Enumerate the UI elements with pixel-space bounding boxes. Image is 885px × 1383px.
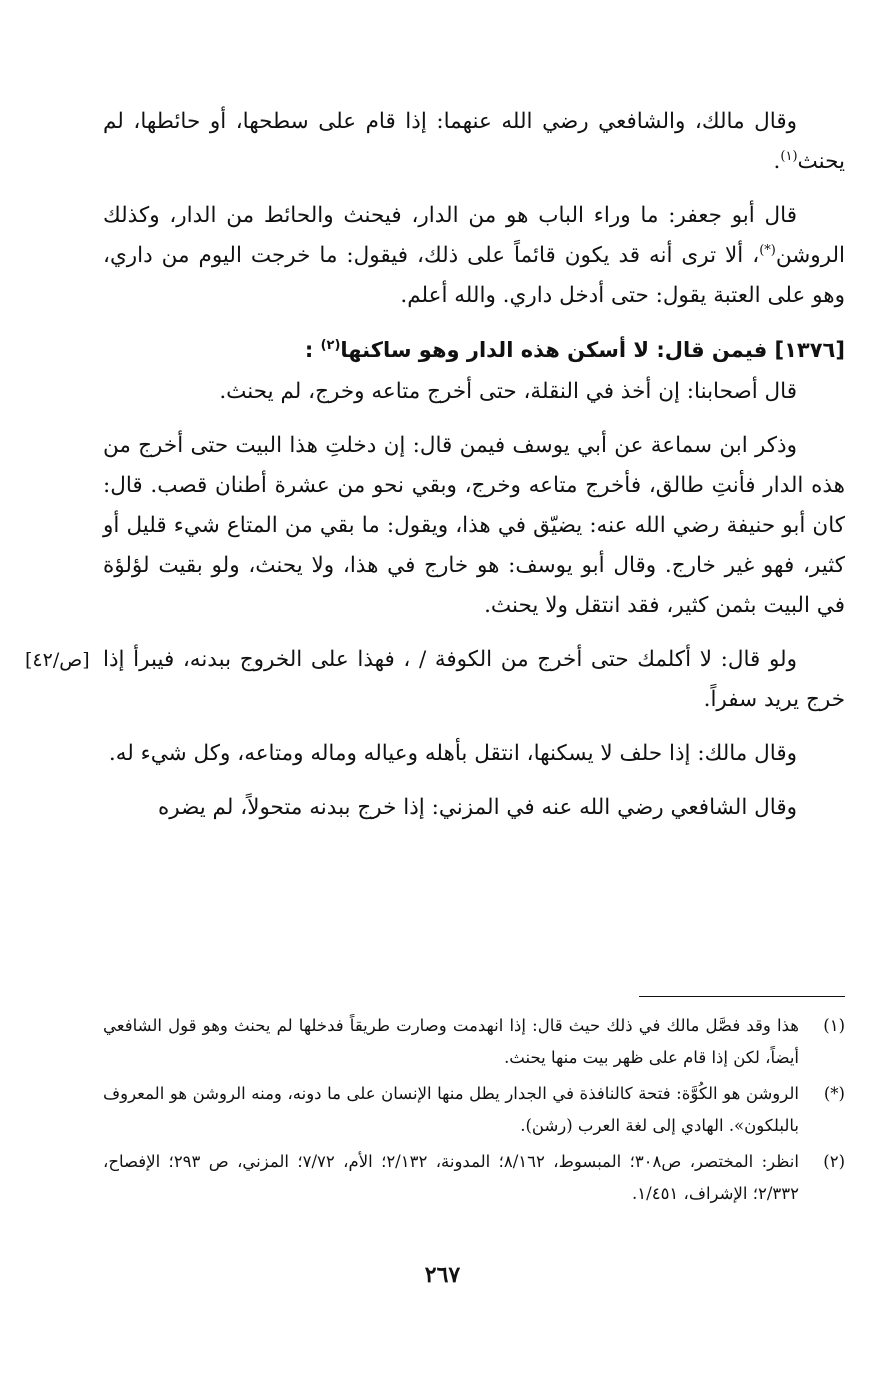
footnote-2 (103, 1146, 845, 1210)
footnote-ref-1[interactable]: (١) (780, 148, 798, 164)
paragraph-3 (103, 372, 845, 412)
footnote-separator (639, 996, 845, 997)
paragraph-3-text: قال أصحابنا: إن أخذ في النقلة، حتى أخرج متاعه وخرج، لم يحنث. (219, 379, 797, 404)
paragraph-2 (103, 196, 845, 316)
footnote-mark: (٢) (823, 1152, 845, 1171)
paragraph-6-text: وقال مالك: إذا حلف لا يسكنها، انتقل بأهله وعياله وماله ومتاعه، وكل شيء له. (108, 741, 797, 766)
footnote-ref-star[interactable]: (*) (759, 242, 776, 258)
footnote-mark: (١) (823, 1016, 845, 1035)
margin-page-reference: [ص/٤٢] (25, 649, 90, 671)
paragraph-1-text: وقال مالك، والشافعي رضي الله عنهما: إذا قام على سطحها، أو حائطها، لم يحنث (103, 109, 845, 174)
footnotes (103, 1010, 845, 1214)
main-text (25, 102, 845, 842)
paragraph-4 (103, 426, 845, 626)
paragraph-1-tail: . (773, 149, 781, 174)
paragraph-1 (103, 102, 845, 182)
paragraph-2-text: قال أبو جعفر: ما وراء الباب هو من الدار، فيحنث والحائط من الدار، وكذلك الروشن (103, 203, 845, 268)
page-number: ٢٦٧ (424, 1262, 461, 1288)
footnote-text: انظر: المختصر، ص٣٠٨؛ المبسوط، ٨/١٦٢؛ المدونة، ٢/١٣٢؛ الأم، ٧/٧٢؛ المزني، ص ٢٩٣؛ الإفصاح، ٢/٣٣٢؛ الإشراف، ١/٤٥١. (103, 1152, 799, 1203)
paragraph-2-tail: ، ألا ترى أنه قد يكون قائماً على ذلك، فيقول: ما خرجت اليوم من داري، وهو على العتبة يقول: حتى أدخل داري. والله أعلم. (103, 243, 845, 308)
paragraph-4-text: وذكر ابن سماعة عن أبي يوسف فيمن قال: إن دخلتِ هذا البيت حتى أخرج من هذه الدار فأنتِ طالق، فأخرج متاعه وخرج، وبقي نحو من عشرة أطنان قصب. قال: كان أبو حنيفة رضي الله عنه: يضيّق في هذا، ويقول: ما بقي من المتاع شيء قليل أو كثير، فهو غير خارج. وقال أبو يوسف: هو خارج في هذا، ولا يحنث، ولو بقيت لؤلؤة في البيت بثمن كثير، فقد انتقل ولا يحنث. (103, 433, 845, 618)
section-heading-tail: : (304, 338, 314, 362)
paragraph-7 (103, 788, 845, 828)
footnote-star (103, 1078, 845, 1142)
section-heading-text: [١٣٧٦] فيمن قال: لا أسكن هذه الدار وهو ساكنها (340, 338, 845, 362)
paragraph-6 (103, 734, 845, 774)
footnote-text: الروشن هو الكُوَّة: فتحة كالنافذة في الجدار يطل منها الإنسان على ما دونه، ومنه الروشن هو المعروف بالبلكون». الهادي إلى لغة العرب (رشن). (103, 1084, 799, 1135)
footnote-ref-2[interactable]: (٢) (320, 338, 341, 353)
paragraph-5 (25, 640, 845, 720)
footnote-text: هذا وقد فصَّل مالك في ذلك حيث قال: إذا انهدمت وصارت طريقاً فدخلها لم يحنث وهو قول الشافعي أيضاً، لكن إذا قام على ظهر بيت منها يحنث. (103, 1016, 799, 1067)
paragraph-5-text: ولو قال: لا أكلمك حتى أخرج من الكوفة / ، فهذا على الخروج ببدنه، فيبرأ إذا خرج يريد سفراً. (103, 647, 845, 712)
section-heading (103, 330, 845, 370)
footnote-mark: (*) (823, 1084, 845, 1103)
footnote-1 (103, 1010, 845, 1074)
paragraph-7-text: وقال الشافعي رضي الله عنه في المزني: إذا خرج ببدنه متحولاً، لم يضره (157, 795, 797, 820)
